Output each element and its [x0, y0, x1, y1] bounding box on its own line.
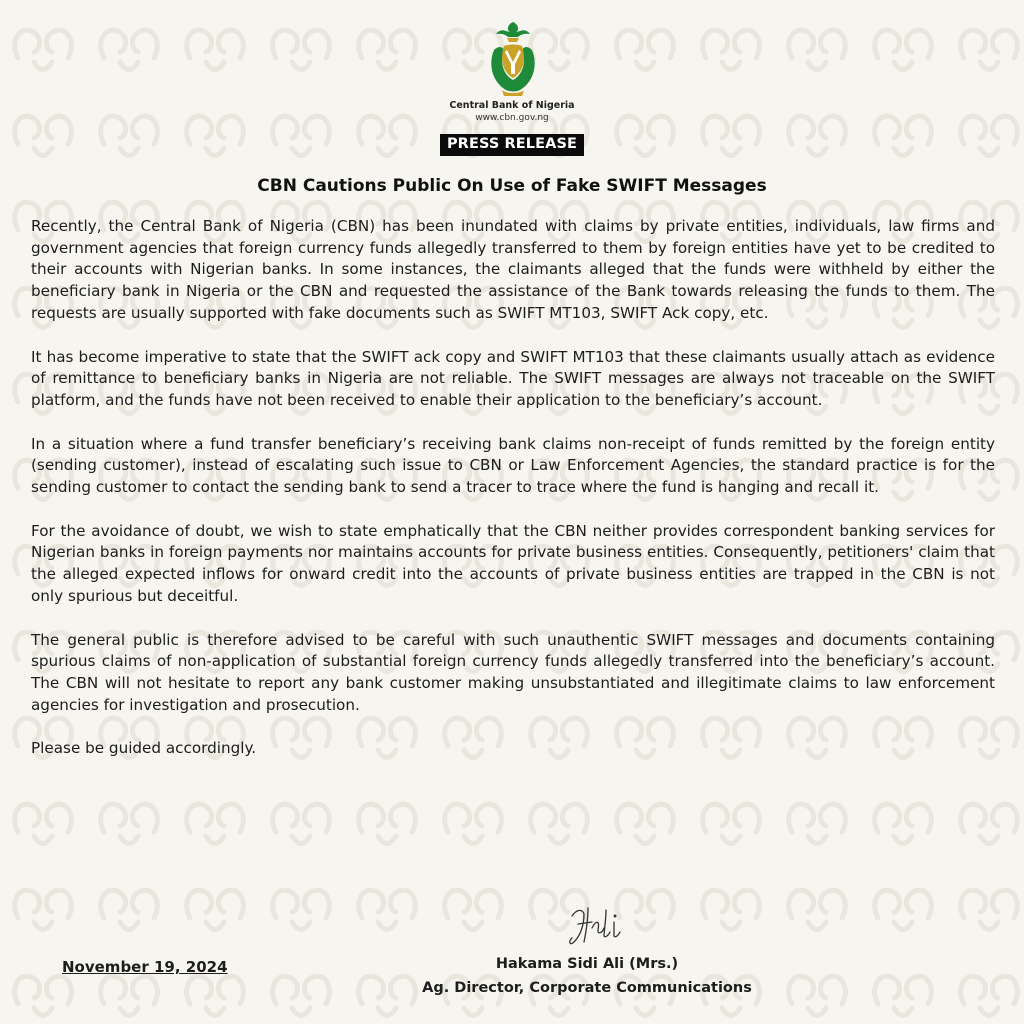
handwritten-signature-icon — [562, 902, 622, 954]
website-url: www.cbn.gov.ng — [475, 113, 549, 123]
page-title: CBN Cautions Public On Use of Fake SWIFT Messages — [257, 176, 767, 196]
paragraph: For the avoidance of doubt, we wish to state emphatically that the CBN neither provides correspondent banking services for Nigerian banks in foreign payments nor maintains accounts for private business entities. Consequently, petitioners' claim that the alleged expected inflows for onward credit into the accounts of private business entities are trapped in the CBN is not only spurious but deceitful. — [31, 521, 995, 605]
signatory-title: Ag. Director, Corporate Communications — [422, 980, 752, 996]
press-release-badge: PRESS RELEASE — [440, 134, 584, 156]
paragraph: In a situation where a fund transfer beneficiary’s receiving bank claims non-receipt of funds remitted by the foreign entity (sending customer), instead of escalating such issue to CBN or Law Enforcement Agencies, the standard practice is for the sending customer to contact the sending bank to send a tracer to trace where the fund is hanging and recall it. — [31, 434, 995, 497]
paragraph: The general public is therefore advised to be careful with such unauthentic SWIFT messages and documents containing spurious claims of non-application of substantial foreign currency funds allegedly transferred into the beneficiary’s account. The CBN will not hesitate to report any bank customer making unsubstantiated and illegitimate claims to law enforcement agencies for investigation and prosecution. — [31, 630, 995, 714]
release-date: November 19, 2024 — [62, 958, 228, 976]
organization-name: Central Bank of Nigeria — [449, 100, 575, 111]
paragraph: Recently, the Central Bank of Nigeria (CBN) has been inundated with claims by private entities, individuals, law firms and government agencies that foreign currency funds allegedly transferred to them by foreign entities have yet to be credited to their accounts with Nigerian banks. In some instances, the claimants alleged that the funds were withheld by either the beneficiary bank in Nigeria or the CBN and requested the assistance of the Bank towards releasing the funds to them. The requests are usually supported with fake documents such as SWIFT MT103, SWIFT Ack copy, etc. — [31, 217, 995, 322]
cbn-crest-logo-icon — [484, 20, 542, 98]
closing-line: Please be guided accordingly. — [31, 739, 257, 758]
paragraph: It has become imperative to state that the SWIFT ack copy and SWIFT MT103 that these claimants usually attach as evidence of remittance to beneficiary banks in Nigeria are not reliable. The SWIFT messages are always not traceable on the SWIFT platform, and the funds have not been received to enable their application to the beneficiary’s account. — [31, 347, 995, 409]
press-release-body — [31, 216, 995, 782]
badge-container — [0, 133, 1024, 156]
signatory-name: Hakama Sidi Ali (Mrs.) — [495, 956, 679, 972]
